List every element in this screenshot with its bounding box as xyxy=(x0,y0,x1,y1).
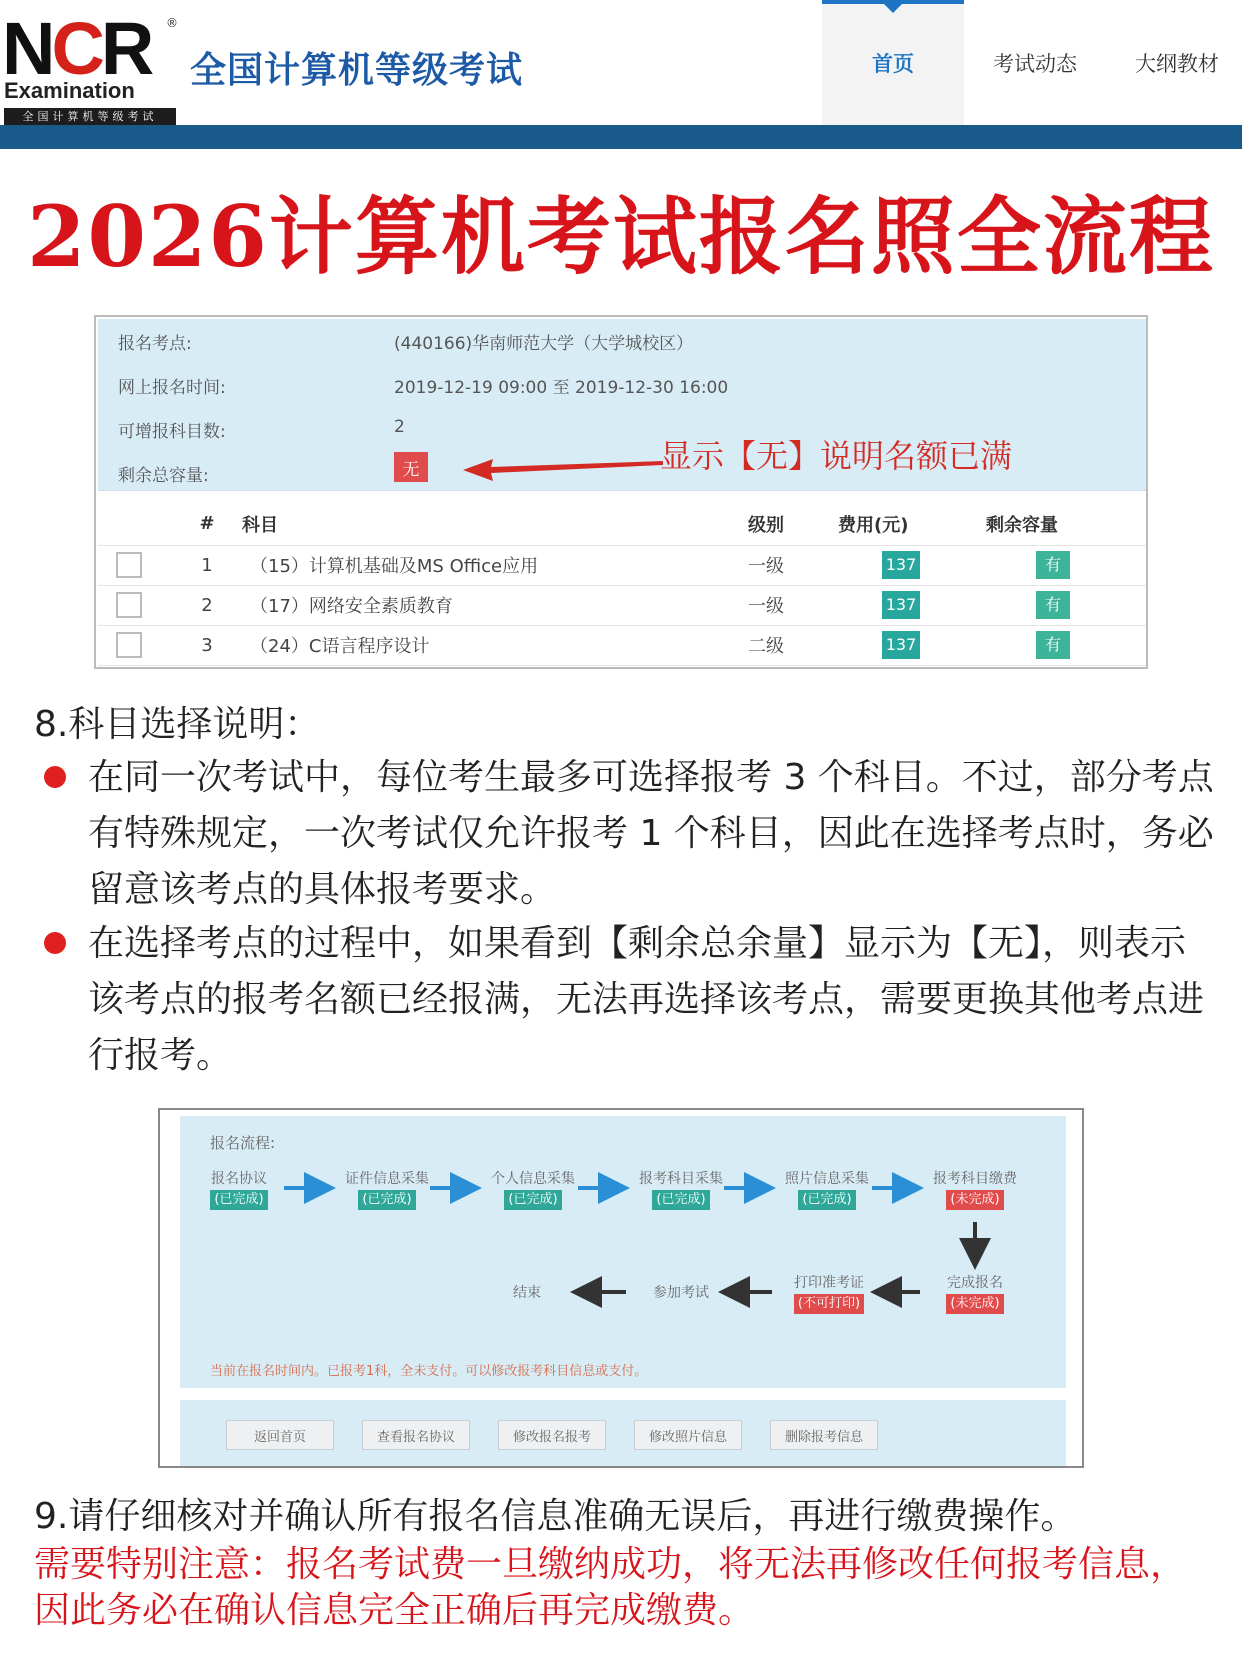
fee-badge: 137 xyxy=(882,551,920,579)
col-level: 级别 xyxy=(742,503,830,545)
step-label: 报考科目缴费 xyxy=(933,1171,1017,1187)
subject-checkbox[interactable] xyxy=(116,552,142,578)
row-num: 2 xyxy=(178,585,236,625)
subject-checkbox[interactable] xyxy=(116,632,142,658)
capacity-badge: 有 xyxy=(1036,551,1070,579)
step-status: (已完成) xyxy=(210,1190,267,1210)
flow-arrows xyxy=(180,1116,1066,1388)
row-level: 一级 xyxy=(742,585,830,625)
site-header xyxy=(0,0,1242,125)
payment-warning: 需要特别注意：报名考试费一旦缴纳成功，将无法再修改任何报考信息，因此务必在确认信息完全正确后再完成缴费。 xyxy=(34,1544,1187,1631)
logo-mark: NCR xyxy=(2,7,151,90)
annotation-text: 显示【无】说明名额已满 xyxy=(660,437,1013,475)
info-value-time: 2019-12-19 09:00 至 2019-12-30 16:00 xyxy=(394,378,729,398)
col-capacity: 剩余容量 xyxy=(980,503,1146,545)
row-subject: （24）C语言程序设计 xyxy=(236,625,742,665)
flow-status-note: 当前在报名时间内。已报考1科，全未支付。可以修改报考科目信息或支付。 xyxy=(210,1364,648,1379)
step-label: 结束 xyxy=(513,1285,541,1301)
row-subject: （15）计算机基础及MS Office应用 xyxy=(236,545,742,585)
table-row xyxy=(98,625,1146,665)
view-agreement-button[interactable]: 查看报名协议 xyxy=(362,1420,470,1450)
step-label: 报考科目采集 xyxy=(639,1171,723,1187)
row-level: 一级 xyxy=(742,545,830,585)
step-label: 照片信息采集 xyxy=(785,1171,869,1187)
subject-checkbox[interactable] xyxy=(116,592,142,618)
row-subject: （17）网络安全素质教育 xyxy=(236,585,742,625)
step-status: (已完成) xyxy=(798,1190,855,1210)
col-fee: 费用(元) xyxy=(830,503,980,545)
delete-registration-button[interactable]: 删除报考信息 xyxy=(770,1420,878,1450)
flow-action-bar xyxy=(180,1400,1066,1468)
section-8-bullet-1 xyxy=(44,750,1214,918)
step-status: (未完成) xyxy=(946,1294,1003,1314)
info-label-site: 报名考点: xyxy=(118,334,192,354)
step-status: (未完成) xyxy=(946,1190,1003,1210)
step-label: 个人信息采集 xyxy=(491,1171,575,1187)
section-9-text: 9.请仔细核对并确认所有报名信息准确无误后，再进行缴费操作。 xyxy=(34,1496,1077,1537)
step-status: (已完成) xyxy=(504,1190,561,1210)
back-home-button[interactable]: 返回首页 xyxy=(226,1420,334,1450)
step-status: (已完成) xyxy=(358,1190,415,1210)
bullet-dot-icon xyxy=(44,932,66,954)
main-nav xyxy=(822,0,1242,125)
info-value-site: (440166)华南师范大学（大学城校区） xyxy=(394,334,694,354)
capacity-badge: 有 xyxy=(1036,591,1070,619)
table-header-row xyxy=(98,503,1146,545)
row-level: 二级 xyxy=(742,625,830,665)
step-label: 参加考试 xyxy=(653,1285,709,1301)
logo-strip: 全国计算机等级考试 xyxy=(4,108,176,126)
info-label-capacity: 剩余总容量: xyxy=(118,466,209,486)
site-info-panel xyxy=(98,319,1146,491)
bullet-text: 在同一次考试中，每位考生最多可选择报考 3 个科目。不过，部分考点有特殊规定，一次考试仅允许报考 1 个科目，因此在选择考点时，务必留意该考点的具体报考要求。 xyxy=(88,757,1214,910)
bullet-text: 在选择考点的过程中，如果看到【剩余总余量】显示为【无】，则表示该考点的报考名额已经报满，无法再选择该考点，需要更换其他考点进行报考。 xyxy=(88,923,1205,1076)
site-name: 全国计算机等级考试 xyxy=(190,50,524,91)
header-divider-bar xyxy=(0,125,1242,149)
nav-syllabus[interactable]: 大纲教材 xyxy=(1135,51,1219,76)
row-num: 1 xyxy=(178,545,236,585)
section-8-title: 8.科目选择说明： xyxy=(34,704,321,745)
step-label: 完成报名 xyxy=(947,1275,1003,1291)
col-subject: 科目 xyxy=(236,503,742,545)
nav-exam-news[interactable]: 考试动态 xyxy=(993,51,1077,76)
row-num: 3 xyxy=(178,625,236,665)
fee-badge: 137 xyxy=(882,631,920,659)
registration-flow-screenshot xyxy=(158,1108,1084,1468)
registered-icon: ® xyxy=(166,16,178,30)
step-status: (不可打印) xyxy=(794,1294,864,1314)
fee-badge: 137 xyxy=(882,591,920,619)
edit-registration-button[interactable]: 修改报名报考 xyxy=(498,1420,606,1450)
edit-photo-button[interactable]: 修改照片信息 xyxy=(634,1420,742,1450)
capacity-badge: 有 xyxy=(1036,631,1070,659)
col-checkbox xyxy=(98,503,178,545)
subject-table xyxy=(98,503,1146,666)
info-label-time: 网上报名时间: xyxy=(118,378,226,398)
step-label: 打印准考证 xyxy=(794,1275,864,1291)
step-label: 报名协议 xyxy=(211,1171,267,1187)
nav-home[interactable]: 首页 xyxy=(822,0,964,125)
capacity-none-badge: 无 xyxy=(394,452,428,482)
exam-site-screenshot xyxy=(94,315,1148,669)
table-row xyxy=(98,585,1146,625)
table-row xyxy=(98,545,1146,585)
step-label: 证件信息采集 xyxy=(345,1171,429,1187)
col-num: # xyxy=(178,503,236,545)
section-8-bullet-2 xyxy=(44,916,1214,1084)
flow-panel xyxy=(180,1116,1066,1388)
info-value-addable: 2 xyxy=(394,417,405,437)
logo-subtext: Examination xyxy=(4,78,135,103)
ncre-logo[interactable] xyxy=(0,7,180,123)
page-title: 2026计算机考试报名照全流程 xyxy=(27,187,1215,286)
flow-title: 报名流程: xyxy=(210,1134,276,1152)
bullet-dot-icon xyxy=(44,766,66,788)
step-status: (已完成) xyxy=(652,1190,709,1210)
info-label-addable: 可增报科目数: xyxy=(118,422,226,442)
